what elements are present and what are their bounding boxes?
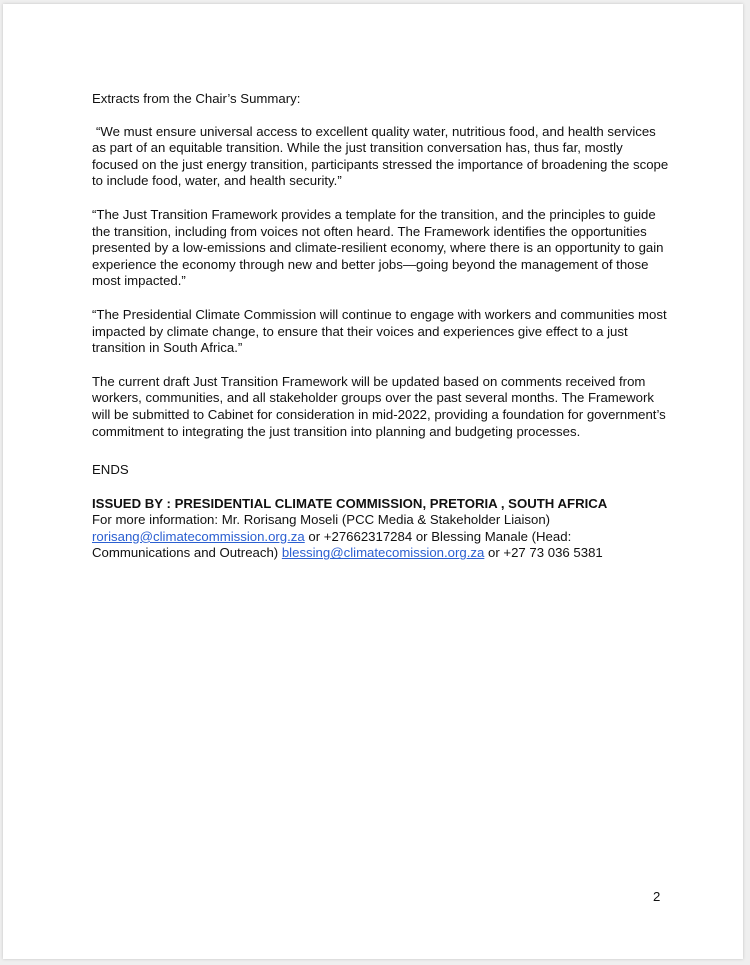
document-body <box>92 91 672 562</box>
page-number: 2 <box>653 889 661 904</box>
ends-marker: ENDS <box>92 462 129 478</box>
body-paragraph-4: The current draft Just Transition Framework will be updated based on comments received from workers, communities, and all stakeholder groups over the past several months. The Framework will be submitted to Cabinet for consideration in mid-2022, providing a foundation for government’s commitment to integrating the just transition into planning and budgeting processes. <box>92 373 666 439</box>
quote-paragraph-2: “The Just Transition Framework provides a template for the transition, and the principles to guide the transition, including from voices not often heard. The Framework identifies the opportunities presented by a low-emissions and climate-resilient economy, where there is an opportunity to gain experience the economy through new and better jobs—going beyond the management of those most impacted.” <box>92 206 664 289</box>
contact-block <box>92 512 672 562</box>
email-link-rorisang[interactable]: rorisang@climatecommission.org.za <box>92 528 305 544</box>
section-heading: Extracts from the Chair’s Summary: <box>92 91 301 106</box>
contact-middle-text: or +27662317284 or Blessing Manale (Head: Communications and Outreach) <box>92 528 572 561</box>
quote-paragraph-3: “The Presidential Climate Commission will continue to engage with workers and communities most impacted by climate change, to ensure that their voices and experiences give effect to a just transition in South Africa.” <box>92 306 667 356</box>
issued-by-line: ISSUED BY : PRESIDENTIAL CLIMATE COMMISSION, PRETORIA , SOUTH AFRICA <box>92 495 608 511</box>
document-page <box>3 4 743 959</box>
contact-intro: For more information: Mr. Rorisang Moseli (PCC Media & Stakeholder Liaison) <box>92 512 551 528</box>
email-link-blessing[interactable]: blessing@climatecomission.org.za <box>281 545 485 561</box>
quote-paragraph-1: “We must ensure universal access to excellent quality water, nutritious food, and health services as part of an equitable transition. While the just transition conversation has, thus far, mostly focused on the just energy transition, participants stressed the importance of broadening the scope to include food, water, and health security.” <box>92 123 669 189</box>
contact-phone-2: or +27 73 036 5381 <box>484 545 603 561</box>
